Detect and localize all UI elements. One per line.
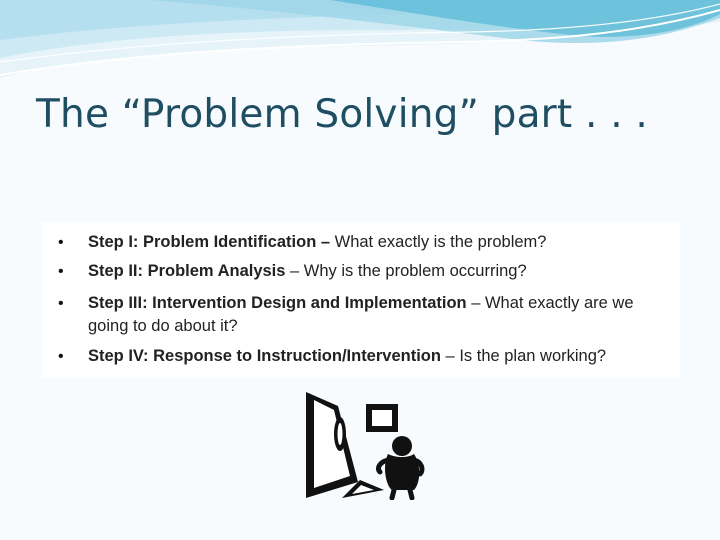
step-question: – Why is the problem occurring? xyxy=(285,262,527,280)
bullet-icon: • xyxy=(58,295,64,312)
decorative-banner xyxy=(0,0,720,90)
bullet-icon: • xyxy=(58,234,64,251)
step-question: – Is the plan working? xyxy=(440,347,607,365)
step-question: What exactly is the problem? xyxy=(330,233,547,251)
steps-list xyxy=(42,222,680,378)
bullet-icon: • xyxy=(58,263,64,280)
step-heading: Step III: Intervention Design and Implementation xyxy=(88,294,467,312)
step-heading: Step II: Problem Analysis xyxy=(88,262,286,280)
step-heading: Step IV: Response to Instruction/Intervention xyxy=(88,347,441,365)
step-question: – What exactly are we going to do about it? xyxy=(88,294,634,335)
slide-title: The “Problem Solving” part . . . xyxy=(36,92,648,137)
step-heading: Step I: Problem Identification – xyxy=(88,233,331,251)
bullet-icon: • xyxy=(58,348,64,365)
person-at-door-icon xyxy=(302,386,428,500)
